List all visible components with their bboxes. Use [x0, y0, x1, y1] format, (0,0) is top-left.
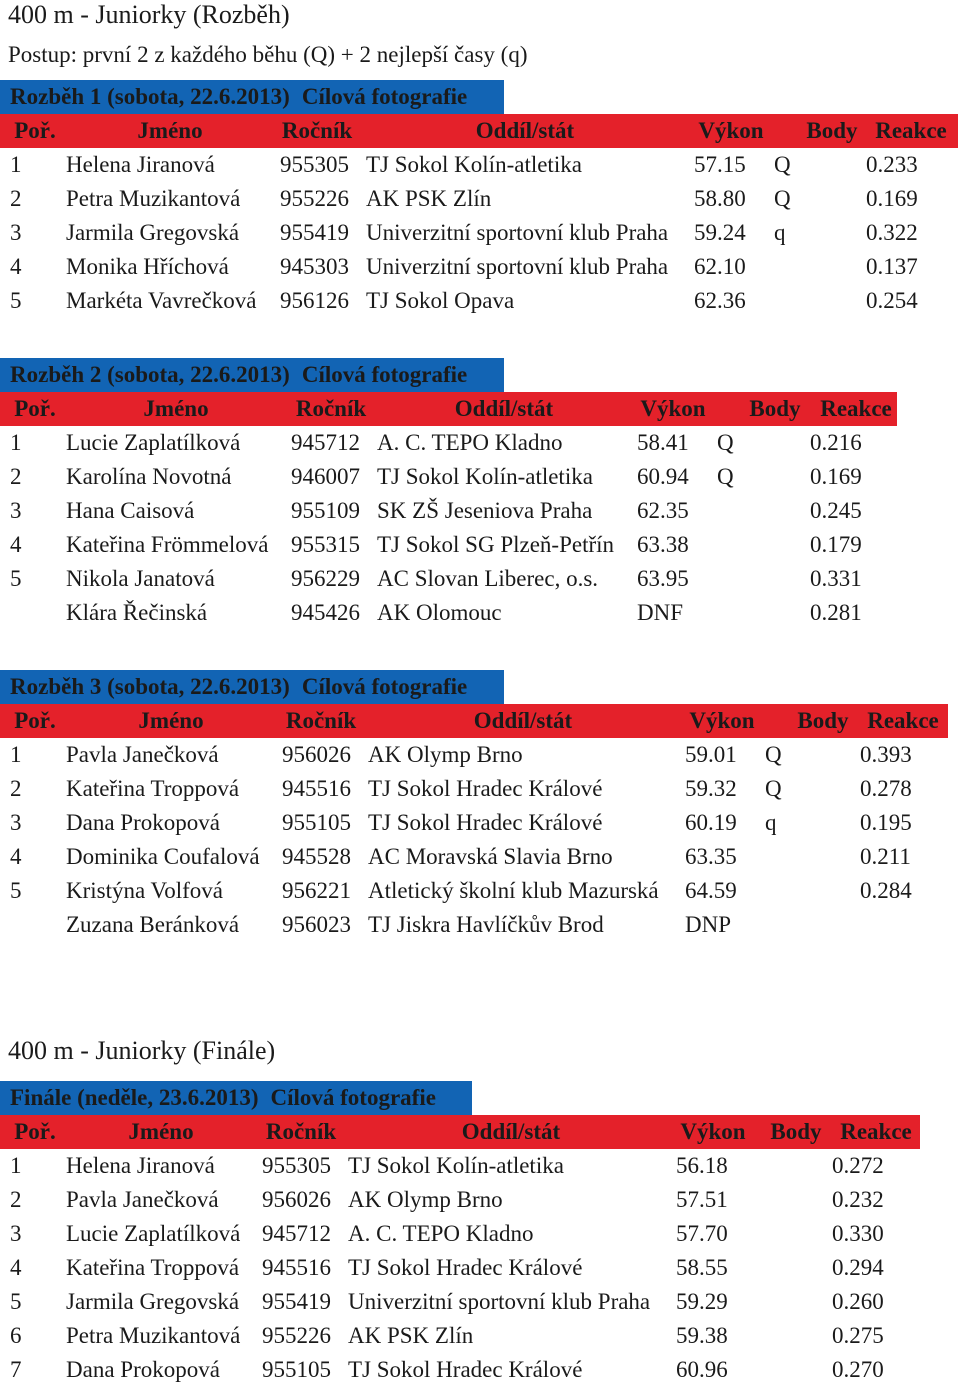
cell-place: 1 — [10, 152, 22, 177]
cell-club: AK Olymp Brno — [368, 742, 523, 767]
cell-year: 955105 — [262, 1357, 331, 1382]
cell-result: 60.96 — [676, 1357, 728, 1382]
cell-result: 57.70 — [676, 1221, 728, 1246]
heat-label: Rozběh 2 (sobota, 22.6.2013) — [10, 362, 290, 387]
cell-name: Karolína Novotná — [66, 464, 232, 489]
cell-place: 5 — [10, 566, 22, 591]
cell-name: Monika Hříchová — [66, 254, 229, 279]
cell-place: 1 — [10, 742, 22, 767]
cell-place: 2 — [10, 186, 22, 211]
cell-result: 63.38 — [637, 532, 689, 557]
cell-year: 956023 — [282, 912, 351, 937]
cell-reaction: 0.330 — [832, 1221, 884, 1246]
page-title-final: 400 m - Juniorky (Finále) — [8, 1036, 276, 1065]
cell-club: TJ Sokol Hradec Králové — [368, 776, 603, 801]
table-row — [0, 738, 960, 772]
cell-reaction: 0.294 — [832, 1255, 884, 1280]
cell-reaction: 0.211 — [860, 844, 911, 869]
cell-club: TJ Sokol Hradec Králové — [348, 1255, 583, 1280]
cell-year: 955419 — [280, 220, 349, 245]
cell-year: 956221 — [282, 878, 351, 903]
column-header-reaction: Reakce — [840, 1119, 912, 1144]
cell-result: 59.38 — [676, 1323, 728, 1348]
cell-club: TJ Jiskra Havlíčkův Brod — [368, 912, 604, 937]
cell-name: Kateřina Troppová — [66, 1255, 240, 1280]
table-row — [0, 1319, 960, 1353]
cell-name: Dana Prokopová — [66, 810, 220, 835]
cell-name: Jarmila Gregovská — [66, 1289, 240, 1314]
column-header-points: Body — [797, 708, 849, 733]
cell-year: 955105 — [282, 810, 351, 835]
heat-1-header-row — [0, 114, 958, 148]
table-row — [0, 460, 960, 494]
cell-reaction: 0.254 — [866, 288, 918, 313]
cell-q: q — [765, 810, 777, 835]
cell-result: 63.95 — [637, 566, 689, 591]
table-row — [0, 528, 960, 562]
column-header-result: Výkon — [680, 1119, 746, 1144]
table-row — [0, 1217, 960, 1251]
table-row — [0, 216, 960, 250]
column-header-name: Jméno — [138, 708, 204, 733]
cell-reaction: 0.322 — [866, 220, 918, 245]
cell-year: 945303 — [280, 254, 349, 279]
column-header-name: Jméno — [128, 1119, 194, 1144]
cell-year: 955109 — [291, 498, 360, 523]
column-header-year: Ročník — [265, 1119, 337, 1144]
cell-club: TJ Sokol Kolín-atletika — [366, 152, 582, 177]
cell-name: Helena Jiranová — [66, 152, 215, 177]
table-row — [0, 772, 960, 806]
cell-club: AC Slovan Liberec, o.s. — [377, 566, 599, 591]
cell-result: 62.35 — [637, 498, 689, 523]
cell-club: Univerzitní sportovní klub Praha — [366, 220, 669, 245]
cell-reaction: 0.284 — [860, 878, 912, 903]
column-header-club: Oddíl/stát — [461, 1119, 561, 1144]
cell-reaction: 0.137 — [866, 254, 918, 279]
column-header-year: Ročník — [285, 708, 357, 733]
cell-name: Jarmila Gregovská — [66, 220, 240, 245]
cell-place: 3 — [10, 1221, 22, 1246]
cell-year: 945426 — [291, 600, 360, 625]
cell-club: AK Olomouc — [377, 600, 502, 625]
cell-reaction: 0.393 — [860, 742, 912, 767]
column-header-result: Výkon — [640, 396, 706, 421]
table-row — [0, 284, 960, 318]
cell-place: 5 — [10, 878, 22, 903]
cell-q: Q — [765, 742, 782, 767]
cell-club: TJ Sokol Opava — [366, 288, 515, 313]
table-row — [0, 562, 960, 596]
cell-result: 56.18 — [676, 1153, 728, 1178]
cell-result: 57.51 — [676, 1187, 728, 1212]
cell-q: Q — [774, 152, 791, 177]
cell-place: 3 — [10, 220, 22, 245]
cell-name: Petra Muzikantová — [66, 186, 241, 211]
column-header-club: Oddíl/stát — [475, 118, 575, 143]
cell-reaction: 0.233 — [866, 152, 918, 177]
cell-name: Petra Muzikantová — [66, 1323, 241, 1348]
finish-photo-link[interactable]: Cílová fotografie — [301, 674, 468, 699]
cell-name: Kateřina Frömmelová — [66, 532, 269, 557]
cell-name: Markéta Vavrečková — [66, 288, 257, 313]
heat-label: Finále (neděle, 23.6.2013) — [10, 1085, 259, 1110]
cell-place: 4 — [10, 1255, 22, 1280]
heat-label: Rozběh 3 (sobota, 22.6.2013) — [10, 674, 290, 699]
cell-place: 5 — [10, 1289, 22, 1314]
cell-result: 62.10 — [694, 254, 746, 279]
column-header-reaction: Reakce — [875, 118, 947, 143]
cell-q: Q — [717, 430, 734, 455]
cell-q: Q — [765, 776, 782, 801]
cell-name: Kristýna Volfová — [66, 878, 223, 903]
cell-result: 58.80 — [694, 186, 746, 211]
cell-year: 945712 — [291, 430, 360, 455]
column-header-reaction: Reakce — [867, 708, 939, 733]
cell-place: 2 — [10, 1187, 22, 1212]
cell-place: 4 — [10, 254, 22, 279]
cell-year: 956126 — [280, 288, 349, 313]
cell-reaction: 0.281 — [810, 600, 862, 625]
cell-result: 64.59 — [685, 878, 737, 903]
table-row — [0, 182, 960, 216]
cell-year: 955305 — [280, 152, 349, 177]
table-row — [0, 426, 960, 460]
table-row — [0, 908, 960, 942]
cell-place: 5 — [10, 288, 22, 313]
cell-reaction: 0.169 — [866, 186, 918, 211]
cell-name: Kateřina Troppová — [66, 776, 240, 801]
cell-club: AK Olymp Brno — [348, 1187, 503, 1212]
final-heat-bar — [0, 1081, 472, 1115]
cell-reaction: 0.179 — [810, 532, 862, 557]
cell-club: Univerzitní sportovní klub Praha — [366, 254, 669, 279]
table-row — [0, 840, 960, 874]
column-header-result: Výkon — [698, 118, 764, 143]
table-row — [0, 1251, 960, 1285]
cell-reaction: 0.331 — [810, 566, 862, 591]
cell-result: 58.55 — [676, 1255, 728, 1280]
cell-club: AK PSK Zlín — [366, 186, 492, 211]
column-header-name: Jméno — [137, 118, 203, 143]
cell-club: A. C. TEPO Kladno — [377, 430, 563, 455]
cell-year: 945516 — [262, 1255, 331, 1280]
cell-club: TJ Sokol Kolín-atletika — [348, 1153, 564, 1178]
cell-reaction: 0.275 — [832, 1323, 884, 1348]
cell-q: Q — [774, 186, 791, 211]
table-row — [0, 1353, 960, 1387]
cell-result: 63.35 — [685, 844, 737, 869]
column-header-name: Jméno — [143, 396, 209, 421]
cell-place: 1 — [10, 430, 22, 455]
heat-3-header-row — [0, 704, 948, 738]
cell-year: 945528 — [282, 844, 351, 869]
cell-year: 945712 — [262, 1221, 331, 1246]
cell-club: AC Moravská Slavia Brno — [368, 844, 613, 869]
cell-result: 60.94 — [637, 464, 689, 489]
cell-reaction: 0.169 — [810, 464, 862, 489]
cell-year: 956229 — [291, 566, 360, 591]
cell-place: 3 — [10, 498, 22, 523]
cell-result: DNF — [637, 600, 684, 625]
heat-1-heat-bar — [0, 80, 504, 114]
column-header-place: Poř. — [14, 118, 56, 143]
qualification-rule: Postup: první 2 z každého běhu (Q) + 2 nejlepší časy (q) — [8, 42, 528, 67]
cell-year: 946007 — [291, 464, 360, 489]
heat-3-heat-bar — [0, 670, 504, 704]
cell-reaction: 0.270 — [832, 1357, 884, 1382]
cell-reaction: 0.278 — [860, 776, 912, 801]
cell-place: 2 — [10, 464, 22, 489]
column-header-place: Poř. — [14, 396, 56, 421]
table-row — [0, 874, 960, 908]
cell-reaction: 0.245 — [810, 498, 862, 523]
cell-reaction: 0.216 — [810, 430, 862, 455]
cell-year: 956026 — [282, 742, 351, 767]
cell-place: 1 — [10, 1153, 22, 1178]
cell-name: Pavla Janečková — [66, 1187, 219, 1212]
cell-result: DNP — [685, 912, 732, 937]
cell-reaction: 0.272 — [832, 1153, 884, 1178]
cell-place: 7 — [10, 1357, 22, 1382]
cell-club: Univerzitní sportovní klub Praha — [348, 1289, 651, 1314]
cell-reaction: 0.260 — [832, 1289, 884, 1314]
cell-club: SK ZŠ Jeseniova Praha — [377, 498, 593, 523]
table-row — [0, 1149, 960, 1183]
cell-result: 59.29 — [676, 1289, 728, 1314]
cell-name: Helena Jiranová — [66, 1153, 215, 1178]
cell-place: 3 — [10, 810, 22, 835]
column-header-club: Oddíl/stát — [473, 708, 573, 733]
cell-name: Pavla Janečková — [66, 742, 219, 767]
cell-name: Nikola Janatová — [66, 566, 215, 591]
column-header-result: Výkon — [689, 708, 755, 733]
cell-club: TJ Sokol Hradec Králové — [348, 1357, 583, 1382]
cell-club: TJ Sokol SG Plzeň-Petřín — [377, 532, 615, 557]
finish-photo-link[interactable]: Cílová fotografie — [301, 362, 468, 387]
cell-q: q — [774, 220, 786, 245]
column-header-club: Oddíl/stát — [454, 396, 554, 421]
cell-year: 955315 — [291, 532, 360, 557]
cell-year: 955419 — [262, 1289, 331, 1314]
cell-result: 59.01 — [685, 742, 737, 767]
cell-result: 58.41 — [637, 430, 689, 455]
cell-place: 4 — [10, 844, 22, 869]
table-row — [0, 250, 960, 284]
cell-club: AK PSK Zlín — [348, 1323, 474, 1348]
cell-name: Lucie Zaplatílková — [66, 1221, 241, 1246]
cell-year: 945516 — [282, 776, 351, 801]
cell-result: 59.24 — [694, 220, 746, 245]
cell-result: 59.32 — [685, 776, 737, 801]
page-title-semifinal: 400 m - Juniorky (Rozběh) — [8, 0, 290, 29]
column-header-reaction: Reakce — [820, 396, 892, 421]
cell-year: 955226 — [262, 1323, 331, 1348]
cell-result: 62.36 — [694, 288, 746, 313]
cell-name: Dominika Coufalová — [66, 844, 260, 869]
table-row — [0, 806, 960, 840]
table-row — [0, 148, 960, 182]
heat-label: Rozběh 1 (sobota, 22.6.2013) — [10, 84, 290, 109]
cell-result: 60.19 — [685, 810, 737, 835]
cell-club: A. C. TEPO Kladno — [348, 1221, 534, 1246]
table-row — [0, 494, 960, 528]
cell-name: Zuzana Beránková — [66, 912, 240, 937]
cell-name: Dana Prokopová — [66, 1357, 220, 1382]
column-header-place: Poř. — [14, 1119, 56, 1144]
column-header-points: Body — [806, 118, 858, 143]
cell-year: 955226 — [280, 186, 349, 211]
column-header-year: Ročník — [281, 118, 353, 143]
table-row — [0, 596, 960, 630]
cell-year: 956026 — [262, 1187, 331, 1212]
column-header-place: Poř. — [14, 708, 56, 733]
cell-place: 2 — [10, 776, 22, 801]
cell-club: TJ Sokol Hradec Králové — [368, 810, 603, 835]
column-header-points: Body — [749, 396, 801, 421]
cell-club: Atletický školní klub Mazurská — [368, 878, 659, 903]
cell-club: TJ Sokol Kolín-atletika — [377, 464, 593, 489]
finish-photo-link[interactable]: Cílová fotografie — [301, 84, 468, 109]
heat-2-heat-bar — [0, 358, 504, 392]
cell-name: Lucie Zaplatílková — [66, 430, 241, 455]
cell-result: 57.15 — [694, 152, 746, 177]
cell-reaction: 0.232 — [832, 1187, 884, 1212]
table-row — [0, 1285, 960, 1319]
heat-2-header-row — [0, 392, 897, 426]
column-header-points: Body — [770, 1119, 822, 1144]
finish-photo-link[interactable]: Cílová fotografie — [270, 1085, 436, 1110]
cell-name: Hana Caisová — [66, 498, 195, 523]
cell-year: 955305 — [262, 1153, 331, 1178]
table-row — [0, 1183, 960, 1217]
cell-place: 4 — [10, 532, 22, 557]
cell-q: Q — [717, 464, 734, 489]
cell-reaction: 0.195 — [860, 810, 912, 835]
cell-name: Klára Řečinská — [66, 600, 208, 625]
column-header-year: Ročník — [295, 396, 367, 421]
final-header-row — [0, 1115, 920, 1149]
cell-place: 6 — [10, 1323, 22, 1348]
